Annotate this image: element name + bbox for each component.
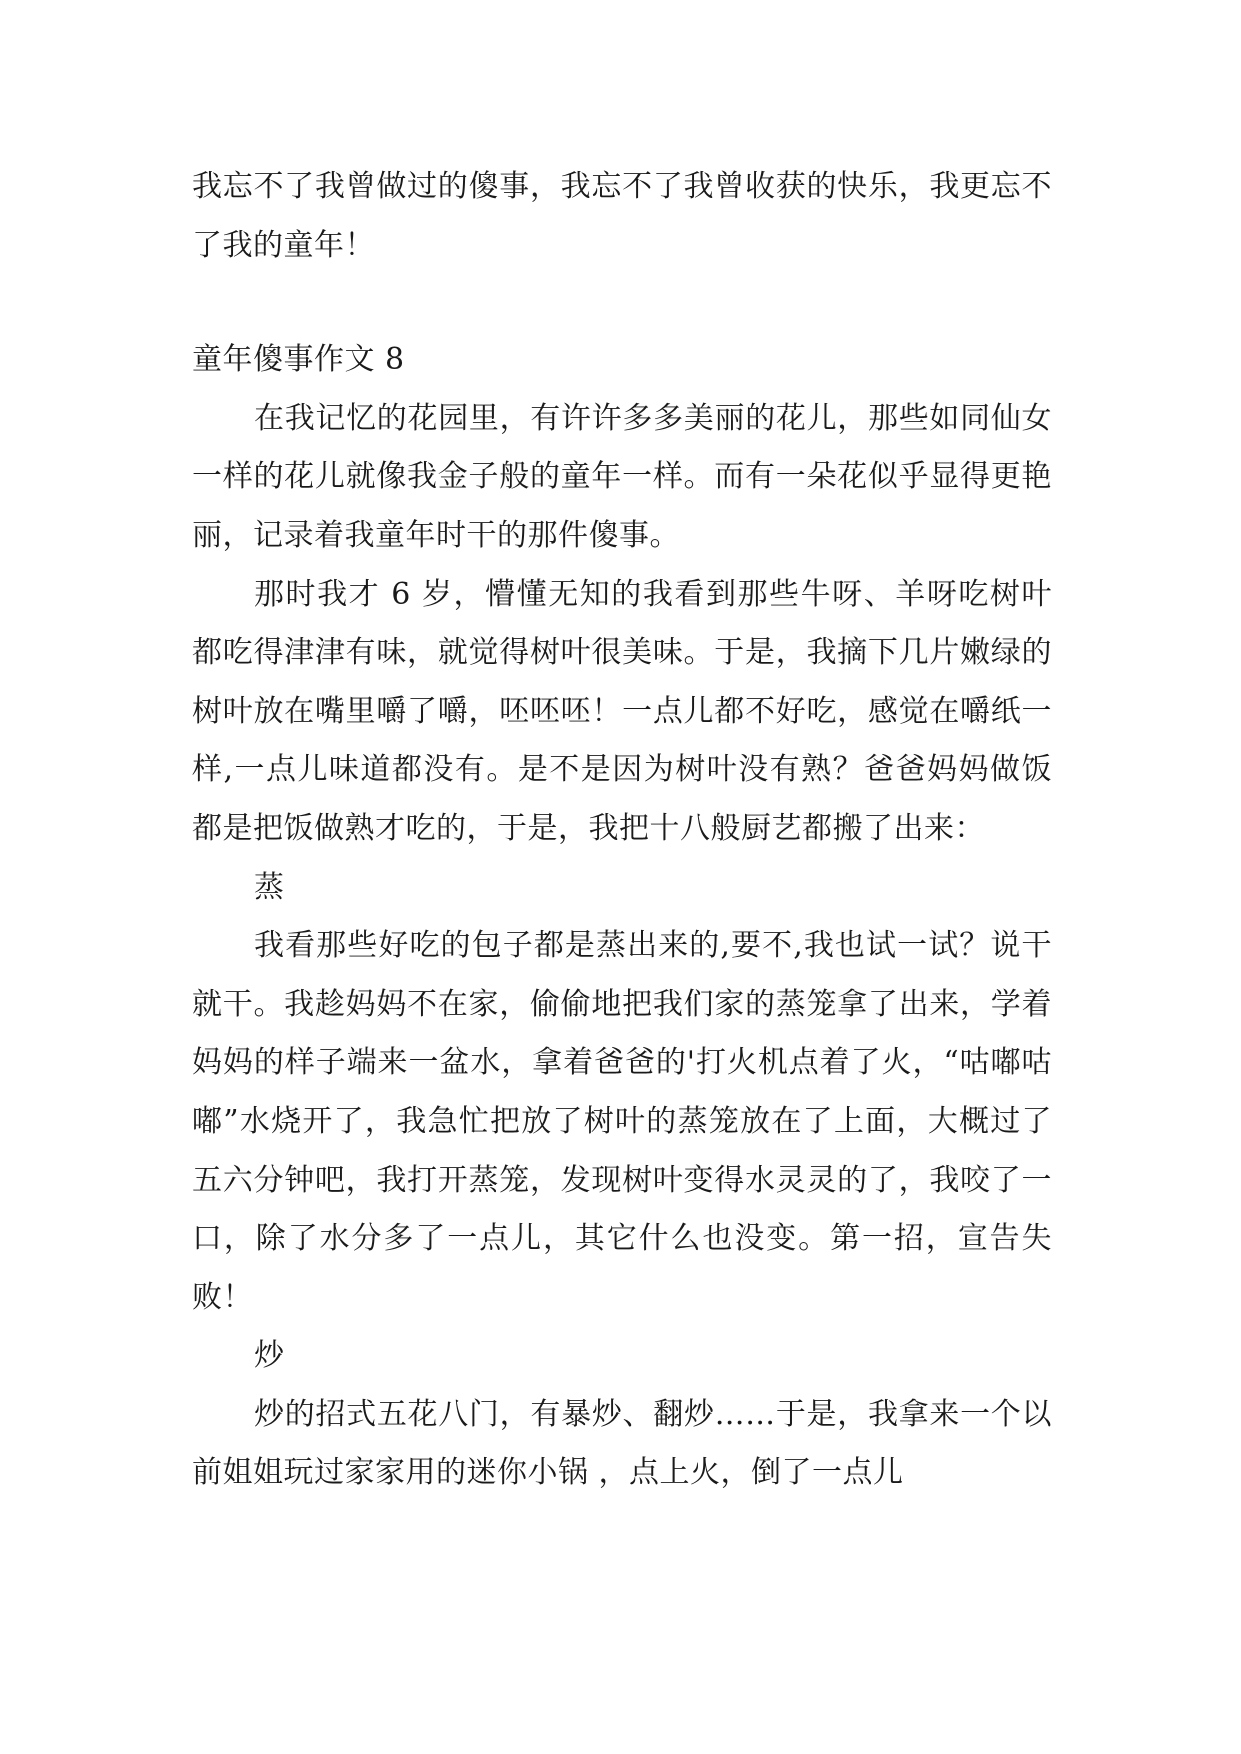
section-heading-steam: 蒸 [254,869,285,905]
paragraph-gap [192,275,1052,331]
paragraph-closing: 我忘不了我曾做过的傻事，我忘不了我曾收获的快乐，我更忘不了我的童年！ [192,169,1052,263]
section-heading-stirfry: 炒 [254,1338,285,1374]
paragraph-steam: 我看那些好吃的包子都是蒸出来的,要不,我也试一试？说干就干。我趁妈妈不在家，偷偷地把我们家的蒸笼拿了出来，学着妈妈的样子端来一盆水，拿着爸爸的'打火机点着了火，“咕嘟咕嘟”水烧开了，我急忙把放了树叶的蒸笼放在了上面，大概过了五六分钟吧，我打开蒸笼，发现树叶变得水灵灵的了，我咬了一口，除了水分多了一点儿，其它什么也没变。第一招，宣告失败！ [192,928,1052,1315]
document-body [192,158,1052,1503]
paragraph-stirfry: 炒的招式五花八门，有暴炒、翻炒……于是，我拿来一个以前姐姐玩过家家用的迷你小锅 ，点上火，倒了一点儿 [192,1396,1052,1491]
paragraph-intro: 在我记忆的花园里，有许许多多美丽的花儿，那些如同仙女一样的花儿就像我金子般的童年一样。而有一朵花似乎显得更艳丽，记录着我童年时干的那件傻事。 [192,400,1052,553]
essay-title: 童年傻事作文 8 [192,342,405,378]
paragraph-story: 那时我才 6 岁，懵懂无知的我看到那些牛呀、羊呀吃树叶都吃得津津有味，就觉得树叶很美味。于是，我摘下几片嫩绿的树叶放在嘴里嚼了嚼，呸呸呸！一点儿都不好吃，感觉在嚼纸一样,一点儿味道都没有。是不是因为树叶没有熟？爸爸妈妈做饭都是把饭做熟才吃的，于是，我把十八般厨艺都搬了出来： [192,576,1052,846]
